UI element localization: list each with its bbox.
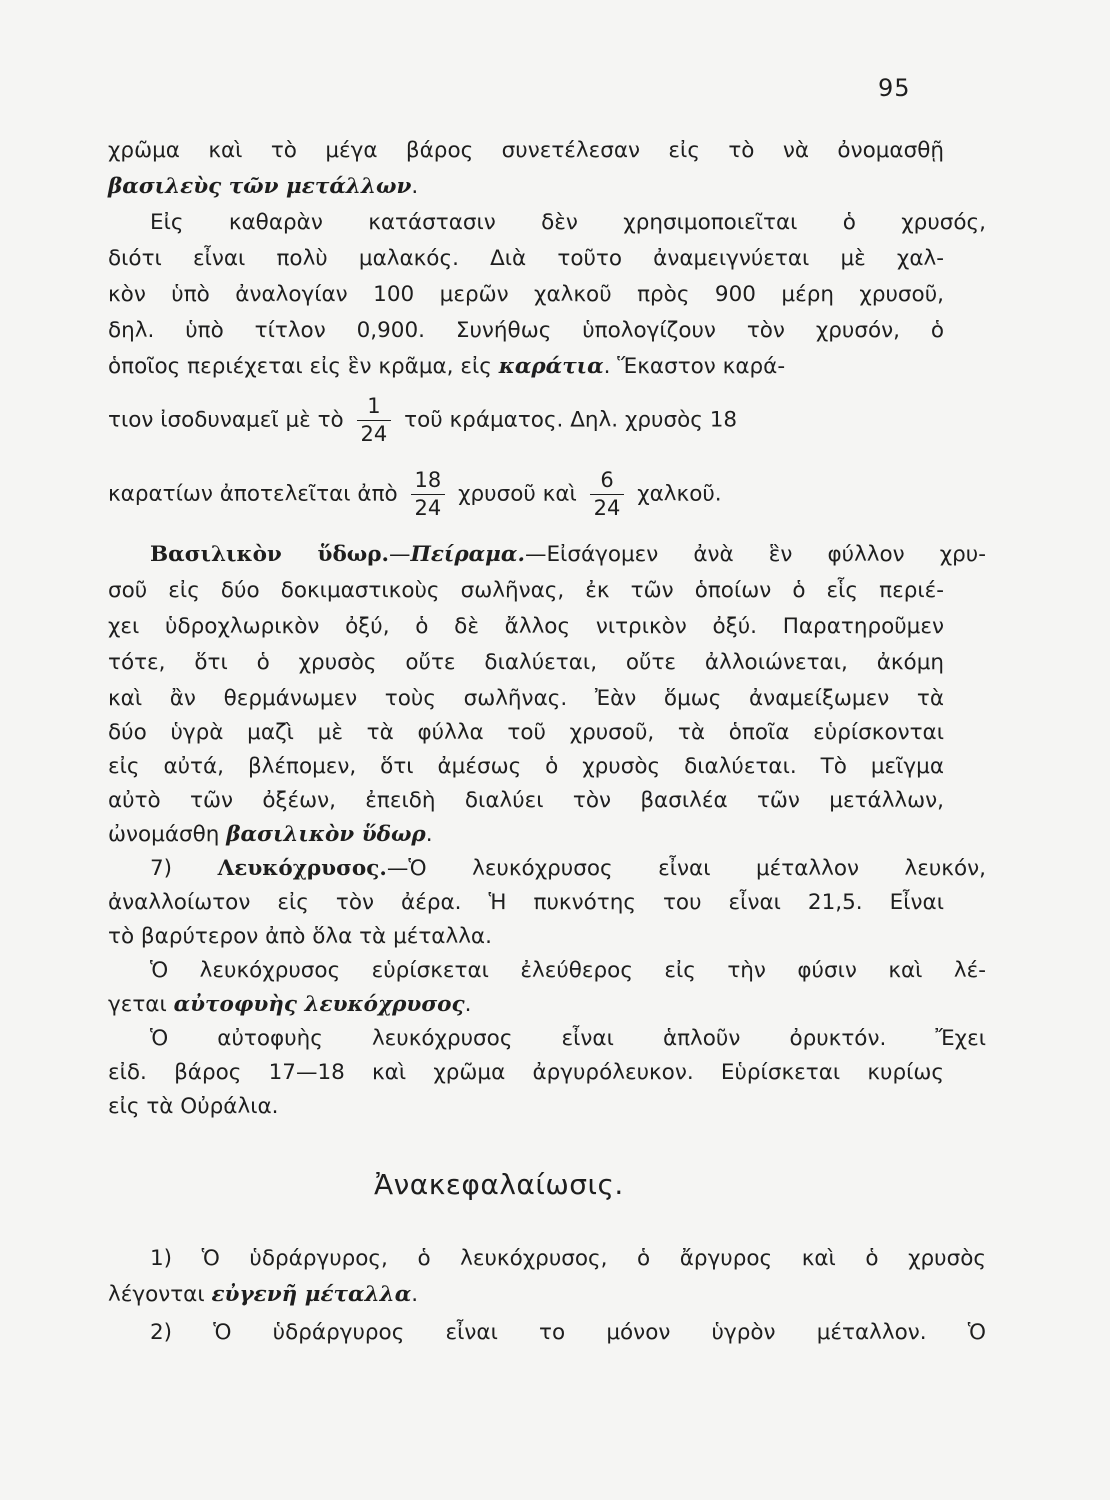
text-span: . [411, 174, 419, 199]
text-line [108, 820, 944, 850]
text-span: ὁποῖος περιέχεται εἰς ἓν κρᾶμα, εἰς [108, 354, 492, 379]
emphasis-term: καράτια [498, 354, 604, 379]
fraction-denominator: 24 [411, 494, 446, 519]
emphasis-term: Πείραμα. [410, 542, 525, 567]
text-span: χρυσοῦ καὶ [458, 481, 577, 507]
text-line: Ὁ λευκόχρυσος εὑρίσκεται ἐλεύθερος εἰς τὴν φύσιν καὶ λέ- [150, 958, 986, 983]
text-span: . [464, 992, 472, 1017]
text-span: τιον ἰσοδυναμεῖ μὲ τὸ [108, 407, 344, 433]
text-span: . [411, 1282, 419, 1307]
text-line: σοῦ εἰς δύο δοκιμαστικοὺς σωλῆνας, ἐκ τῶν ὁποίων ὁ εἷς περιέ- [108, 578, 944, 603]
fraction-numerator: 6 [600, 468, 614, 492]
fraction [590, 470, 625, 519]
text-line: καὶ ἂν θερμάνωμεν τοὺς σωλῆνας. Ἐὰν ὅμως ἀναμείξωμεν τὰ [108, 686, 944, 711]
fraction-numerator: 18 [414, 468, 442, 492]
text-line [108, 1280, 944, 1310]
text-line [108, 854, 986, 884]
section-title: Βασιλικὸν ὕδωρ. [150, 542, 390, 567]
text-span: —Ὁ λευκόχρυσος εἶναι μέταλλον λευκόν, [386, 856, 986, 881]
section-heading: Ἀνακεφαλαίωσις. [374, 1168, 624, 1201]
text-line: Εἰς καθαρὰν κατάστασιν δὲν χρησιμοποιεῖται ὁ χρυσός, [150, 210, 986, 235]
text-line: Ὁ αὐτοφυὴς λευκόχρυσος εἶναι ἁπλοῦν ὀρυκτόν. Ἔχει [150, 1026, 986, 1051]
text-span: ὠνομάσθη [108, 822, 220, 847]
text-line: εἰς τὰ Οὐράλια. [108, 1094, 279, 1119]
text-span: καρατίων ἀποτελεῖται ἀπὸ [108, 481, 398, 507]
emphasis-term: αὐτοφυὴς λευκόχρυσος [173, 992, 465, 1017]
text-line: χρῶμα καὶ τὸ μέγα βάρος συνετέλεσαν εἰς τὸ νὰ ὀνομασθῇ [108, 138, 944, 163]
text-line: διότι εἶναι πολὺ μαλακός. Διὰ τοῦτο ἀναμειγνύεται μὲ χαλ- [108, 246, 944, 271]
fraction-numerator: 1 [367, 394, 381, 418]
text-line: δύο ὑγρὰ μαζὶ μὲ τὰ φύλλα τοῦ χρυσοῦ, τὰ ὁποῖα εὑρίσκονται [108, 720, 944, 745]
list-number: 7) [150, 856, 173, 881]
emphasis-term: εὐγενῆ μέταλλα [211, 1282, 412, 1307]
text-span: χαλκοῦ. [637, 481, 722, 507]
text-line: χει ὑδροχλωρικὸν ὀξύ, ὁ δὲ ἄλλος νιτρικὸν ὀξύ. Παρατηροῦμεν [108, 614, 944, 639]
text-span: γεται [108, 992, 167, 1017]
text-line-with-fraction [108, 396, 944, 445]
text-line: εἰδ. βάρος 17—18 καὶ χρῶμα ἀργυρόλευκον. Εὑρίσκεται κυρίως [108, 1060, 944, 1085]
text-line: τότε, ὅτι ὁ χρυσὸς οὔτε διαλύεται, οὔτε ἀλλοιώνεται, ἀκόμη [108, 650, 944, 675]
fraction-denominator: 24 [590, 494, 625, 519]
emphasis-term: βασιλεὺς τῶν μετάλλων [108, 174, 412, 199]
text-line: αὐτὸ τῶν ὀξέων, ἐπειδὴ διαλύει τὸν βασιλέα τῶν μετάλλων, [108, 788, 944, 813]
text-line: εἰς αὐτά, βλέπομεν, ὅτι ἀμέσως ὁ χρυσὸς διαλύεται. Τὸ μεῖγμα [108, 754, 944, 779]
text-span: τοῦ κράματος. Δηλ. χρυσὸς 18 [404, 407, 738, 433]
text-span: . [425, 822, 433, 847]
text-line-with-fraction [108, 470, 944, 519]
fraction [411, 470, 446, 519]
text-line: κὸν ὑπὸ ἀναλογίαν 100 μερῶν χαλκοῦ πρὸς 900 μέρη χρυσοῦ, [108, 282, 944, 307]
section-title: Λευκόχρυσος. [217, 856, 387, 881]
text-span: . Ἕκαστον καρά- [603, 354, 786, 379]
text-line: τὸ βαρύτερον ἀπὸ ὅλα τὰ μέταλλα. [108, 924, 492, 949]
text-line [108, 172, 944, 202]
text-line [108, 352, 944, 382]
text-span: λέγονται [108, 1282, 205, 1307]
text-line: ἀναλλοίωτον εἰς τὸν ἀέρα. Ἡ πυκνότης του εἶναι 21,5. Εἶναι [108, 890, 944, 915]
text-span: — [389, 542, 411, 567]
fraction [357, 396, 392, 445]
text-line: δηλ. ὑπὸ τίτλον 0,900. Συνήθως ὑπολογίζουν τὸν χρυσόν, ὁ [108, 318, 944, 343]
text-line: 2) Ὁ ὑδράργυρος εἶναι το μόνον ὑγρὸν μέταλλον. Ὁ [150, 1320, 986, 1345]
page-number: 95 [878, 74, 911, 102]
fraction-denominator: 24 [357, 420, 392, 445]
text-line [108, 540, 986, 570]
text-line [108, 990, 944, 1020]
text-span: —Εἰσάγομεν ἀνὰ ἓν φύλλον χρυ- [524, 542, 986, 567]
emphasis-term: βασιλικὸν ὕδωρ [226, 822, 426, 847]
text-line: 1) Ὁ ὑδράργυρος, ὁ λευκόχρυσος, ὁ ἄργυρος καὶ ὁ χρυσὸς [150, 1246, 986, 1271]
